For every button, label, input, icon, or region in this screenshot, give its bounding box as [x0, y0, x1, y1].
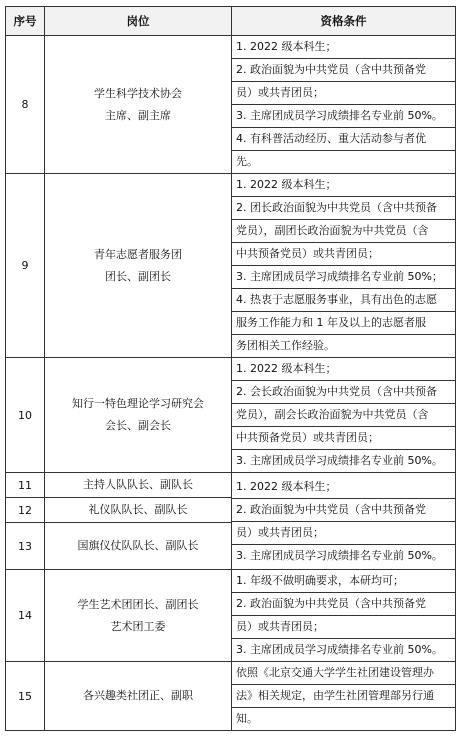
req-line: 3. 主席团成员学习成绩排名专业前 50%；: [232, 266, 455, 289]
req-line: 4. 有科普活动经历、重大活动参与者优: [232, 128, 455, 151]
req-line: 3. 主席团成员学习成绩排名专业前 50%。: [236, 454, 443, 467]
req-line: 3. 主席团成员学习成绩排名专业前 50%。: [236, 643, 443, 656]
table-row: [6, 570, 456, 662]
req-line: 1. 2022 级本科生；: [232, 36, 455, 59]
requirements-table: [5, 6, 456, 731]
req-line: 2. 会长政治面貌为中共党员（含中共预备: [232, 381, 455, 404]
row-position: [45, 662, 232, 731]
position-line: 知行一特色理论学习研究会: [72, 397, 204, 410]
req-line: 中共预备党员）或共青团员；: [232, 243, 455, 266]
req-line: 2. 政治面貌为中共党员（含中共预备党: [232, 499, 455, 522]
req-line: 2. 政治面貌为中共党员（含中共预备党: [232, 59, 455, 82]
row-num: 11: [6, 473, 45, 498]
position-line: 团长、副团长: [105, 269, 171, 283]
position-line: 学生科学技术协会: [94, 86, 182, 100]
row-position: [45, 358, 232, 473]
table-row: [6, 358, 456, 473]
req-line: 员）或共青团员；: [232, 616, 455, 639]
row-position: [45, 570, 232, 662]
header-num: 序号: [6, 7, 45, 36]
req-line: 中共预备党员）或共青团员；: [232, 427, 455, 450]
row-position: 礼仪队队长、副队长: [45, 498, 232, 523]
req-line: 员）或共青团员；: [232, 522, 455, 545]
req-line: 员）或共青团员；: [232, 82, 455, 105]
req-line: 1. 年级不做明确要求，本研均可；: [232, 570, 455, 593]
row-num: 9: [6, 174, 45, 358]
table-header-row: [6, 7, 456, 36]
position-line: 主席、副主席: [105, 108, 171, 122]
row-num: 14: [6, 570, 45, 662]
req-line: 1. 2022 级本科生；: [232, 476, 455, 499]
header-position: 岗位: [45, 7, 232, 36]
table-row: [6, 662, 456, 731]
req-line: 知。: [236, 712, 258, 725]
req-line: 先。: [236, 155, 258, 168]
req-line: 服务工作能力和 1 年及以上的志愿者服: [232, 312, 455, 335]
row-requirements: [232, 358, 456, 473]
req-line: 法》相关规定，由学生社团管理部另行通: [232, 685, 455, 708]
req-line: 2. 政治面貌为中共党员（含中共预备党: [232, 593, 455, 616]
req-line: 依照《北京交通大学学生社团建设管理办: [232, 662, 455, 685]
req-line: 3. 主席团成员学习成绩排名专业前 50%。: [232, 105, 455, 128]
row-requirements: [232, 174, 456, 358]
req-line: 1. 2022 级本科生；: [232, 174, 455, 197]
row-num: 8: [6, 36, 45, 174]
position-line: 青年志愿者服务团: [94, 247, 182, 261]
table-row: [6, 174, 456, 358]
row-requirements: [232, 473, 456, 570]
row-num: 10: [6, 358, 45, 473]
position-line: 会长、副会长: [105, 419, 171, 432]
req-line: 党员），副团长政治面貌为中共党员（含: [232, 220, 455, 243]
req-line: 2. 团长政治面貌为中共党员（含中共预备: [232, 197, 455, 220]
row-position: 国旗仪仗队队长、副队长: [45, 523, 232, 570]
row-num: 12: [6, 498, 45, 523]
req-line: 党员），副会长政治面貌为中共党员（含: [232, 404, 455, 427]
row-num: 13: [6, 523, 45, 570]
position-line: 艺术团工委: [110, 619, 166, 633]
req-line: 4. 热衷于志愿服务事业，具有出色的志愿: [232, 289, 455, 312]
position-line: 各兴趣类社团正、副职: [83, 689, 193, 702]
row-requirements: [232, 570, 456, 662]
table-row: [6, 36, 456, 174]
position-line: 学生艺术团团长、副团长: [77, 597, 199, 611]
row-position: [45, 174, 232, 358]
req-line: 务团相关工作经验。: [236, 339, 335, 352]
row-num: 15: [6, 662, 45, 731]
header-requirements: 资格条件: [232, 7, 456, 36]
requirements-table-container: [5, 6, 456, 731]
row-requirements: [232, 36, 456, 174]
req-line: 3. 主席团成员学习成绩排名专业前 50%。: [236, 548, 443, 562]
row-position: [45, 36, 232, 174]
table-row: [6, 473, 456, 498]
req-line: 1. 2022 级本科生；: [232, 358, 455, 381]
row-position: 主持人队队长、副队长: [45, 473, 232, 498]
row-requirements: [232, 662, 456, 731]
